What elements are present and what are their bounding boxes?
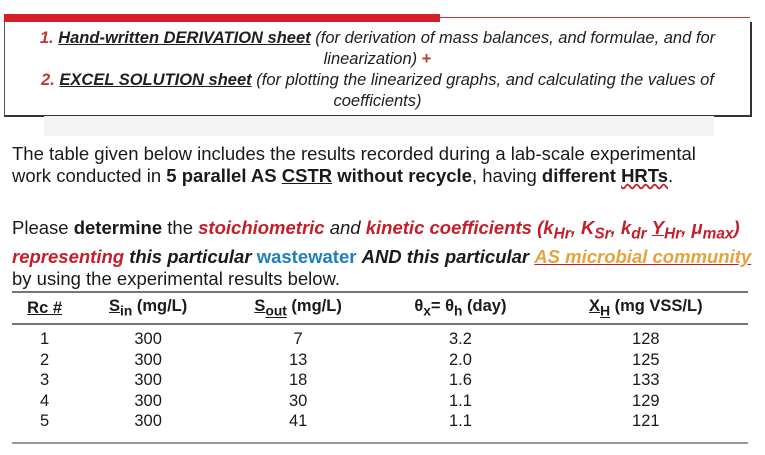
- header-sin: $S_{in}$ (mg/L): [77, 292, 219, 324]
- table-row: 1 300 7 3.2 128: [39, 330, 660, 349]
- header-red-bar: [4, 14, 440, 22]
- requirement-2: [5, 70, 750, 112]
- table-row: 2 300 13 2.0 125: [39, 350, 660, 369]
- results-table: [12, 291, 748, 432]
- requirement-1-title: Hand-written DERIVATION sheet: [58, 29, 311, 47]
- table-row: 4 300 30 1.1 129: [39, 391, 660, 410]
- requirements-box: [4, 22, 752, 117]
- intro-paragraph: The table given below includes the results recorded during a lab-scale experimental work conducted in 5 parallel AS CSTR without recycle, having different HRTs.: [12, 143, 696, 186]
- requirement-2-title: EXCEL SOLUTION sheet: [59, 71, 252, 89]
- requirement-2-number: 2.: [41, 71, 55, 89]
- header-xh: $X_H$ (mg VSS/L): [544, 292, 748, 324]
- requirement-1-number: 1.: [39, 29, 54, 47]
- header-sout: $S_{out}$ (mg/L): [219, 292, 377, 324]
- table-row: 5 300 41 1.1 121: [39, 412, 660, 431]
- table-row: 3 300 18 1.6 133: [39, 371, 660, 390]
- header-rule: [440, 17, 750, 18]
- requirement-2-desc: (for plotting the linearized graphs, and calculating the values of coefficients): [256, 71, 714, 110]
- table-header-row: [12, 292, 748, 324]
- box-shadow-strip: [44, 116, 714, 136]
- task-paragraph: Please determine the stoichiometric and kinetic coefficients ($k_{Hr}$, $K_{Sr}$, $k_{dr}$ $Y_{Hr}$, $\mu_{max}$) representing this particular wastewater AND this particular AS microbial community by using the experimental results below.: [12, 217, 752, 289]
- plus-sign: +: [421, 50, 432, 68]
- header-rc: Rc #: [12, 292, 77, 324]
- requirement-1-desc: (for derivation of mass balances, and formulae, and for linearization): [315, 29, 716, 68]
- header-theta: $\theta_x= \theta_h$ (day): [377, 292, 543, 324]
- table-bottom-rule: [12, 442, 748, 444]
- requirement-1: [5, 28, 750, 70]
